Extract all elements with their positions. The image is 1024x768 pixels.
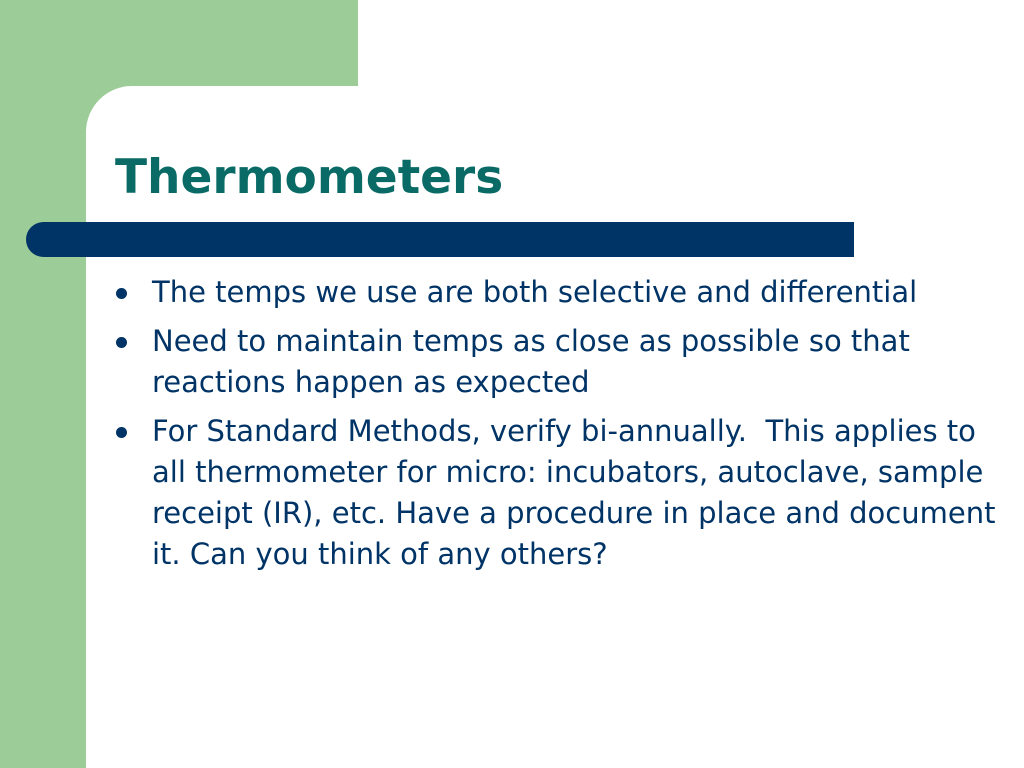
slide-title: Thermometers <box>115 150 504 205</box>
bullet-item-1 <box>112 272 1002 313</box>
bullet-text-2: Need to maintain temps as close as possible so that reactions happen as expected <box>152 324 920 399</box>
bullet-dot-icon <box>116 337 127 348</box>
bullet-dot-icon <box>116 427 127 438</box>
bullet-text-1: The temps we use are both selective and differential <box>152 275 918 309</box>
bullet-text-3: For Standard Methods, verify bi-annually. This applies to all thermometer for micro: incubators, autoclave, sample receipt (IR), etc. Have a procedure in place and document it. Can you think of any others? <box>152 414 1005 571</box>
title-underline-bar <box>26 222 854 257</box>
bullet-list <box>112 272 1005 583</box>
bullet-item-2 <box>112 321 1002 403</box>
bullet-dot-icon <box>116 288 127 299</box>
bullet-item-3 <box>112 411 1005 575</box>
